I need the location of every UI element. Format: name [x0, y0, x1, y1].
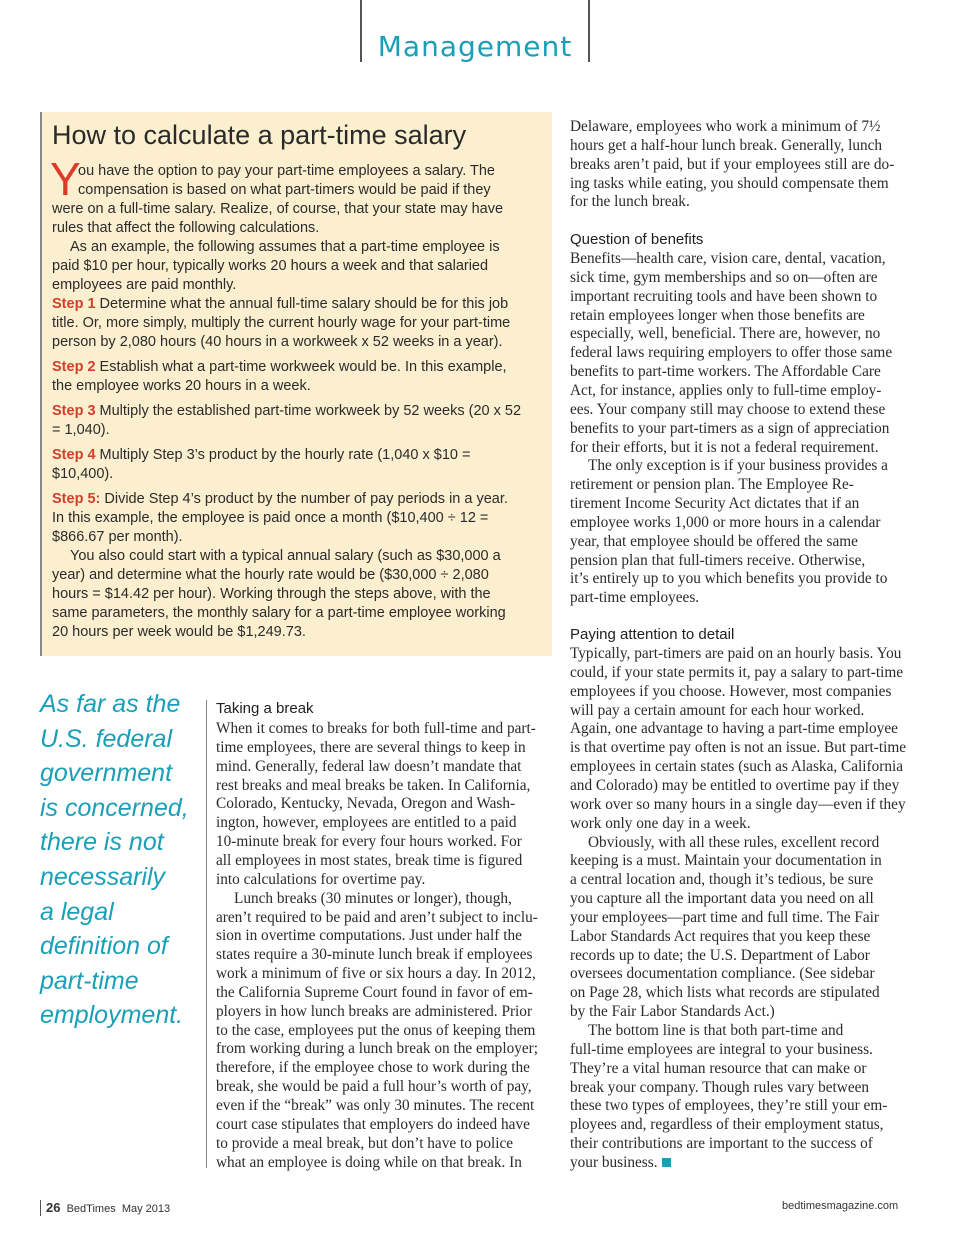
- body-text: benefits to your part-timers as a sign of appreciation: [570, 419, 890, 437]
- body-text: your business.: [570, 1153, 658, 1171]
- sidebar-line: [52, 257, 488, 276]
- pull-quote-line: there is not: [40, 828, 164, 857]
- body-text-line: [588, 833, 879, 852]
- body-text: breaks aren’t paid, but if your employees still are do-: [570, 155, 895, 173]
- body-text: ing tasks while eating, you should compensate them: [570, 174, 889, 192]
- sidebar-text: the employee works 20 hours in a week.: [52, 378, 311, 394]
- sidebar-text: As an example, the following assumes that a part-time employee is: [70, 239, 500, 255]
- body-text: part-time employees.: [570, 589, 700, 607]
- body-text: all employees in most states, break time is figured: [216, 851, 523, 869]
- sidebar-text: ou have the option to pay your part-time employees a salary. The: [78, 163, 495, 179]
- body-text: for their efforts, but it is not a federal requirement.: [570, 438, 879, 456]
- sidebar-text: Multiply the established part-time workweek by 52 weeks (20 x 52: [95, 403, 522, 419]
- sidebar-line: [52, 314, 510, 333]
- sidebar-text: compensation is based on what part-timers would be paid if they: [78, 182, 491, 198]
- body-text: Benefits—health care, vision care, dental, vacation,: [570, 250, 886, 267]
- body-text-line: [570, 757, 903, 776]
- body-text-line: [570, 343, 892, 362]
- body-text-line: [216, 1021, 535, 1040]
- sidebar-title: How to calculate a part-time salary: [52, 120, 467, 150]
- sidebar-line: [52, 528, 183, 547]
- body-text: Obviously, with all these rules, excellent record: [588, 833, 880, 851]
- body-text-line: [588, 456, 888, 475]
- body-text-line: [570, 381, 881, 400]
- sidebar-text: You also could start with a typical annual salary (such as $30,000 a: [70, 548, 501, 564]
- body-text-line: [216, 776, 530, 795]
- body-text: records up to date; the U.S. Department of Labor: [570, 946, 870, 964]
- sidebar-text: Determine what the annual full-time salary should be for this job: [95, 296, 509, 312]
- step-label: Step 4: [52, 447, 96, 463]
- body-text-line: [570, 1096, 887, 1115]
- body-text-line: [216, 1058, 530, 1077]
- step-label: Step 5:: [52, 491, 101, 507]
- body-text-line: [216, 1134, 513, 1153]
- issue-date: May 2013: [121, 1203, 171, 1215]
- body-text-line: [570, 701, 864, 720]
- sidebar-line: [52, 465, 113, 484]
- body-text-line: [216, 813, 517, 832]
- body-text: ees. Your company still may choose to extend these: [570, 400, 886, 418]
- body-text: is that overtime pay often is not an issue. But part-time: [570, 739, 907, 757]
- body-text-line: [570, 644, 901, 663]
- detail-heading: Paying attention to detail: [570, 626, 735, 643]
- body-text: what an employee is doing while on that break. In: [216, 1153, 522, 1171]
- body-text: hours get a half-hour lunch break. Generally, lunch: [570, 136, 883, 154]
- sidebar-text: same parameters, the monthly salary for a part-time employee working: [52, 605, 506, 621]
- body-text-line: [570, 324, 880, 343]
- body-text-line: [570, 795, 906, 814]
- body-text-line: [216, 757, 521, 776]
- sidebar-text: title. Or, more simply, multiply the current hourly wage for your part-time: [52, 315, 511, 331]
- body-text-line: [570, 551, 865, 570]
- sidebar-text: rules that affect the following calculations.: [52, 220, 320, 236]
- body-text: time employees, there are several things to keep in: [216, 738, 526, 756]
- body-text: Delaware, employees who work a minimum of 7½: [570, 118, 881, 135]
- body-text-line: [570, 419, 889, 438]
- body-text-line: [570, 1115, 884, 1134]
- body-text-line: [216, 832, 522, 851]
- body-text-line: [570, 438, 879, 457]
- sidebar-line: [52, 402, 521, 421]
- sidebar-line: [52, 566, 489, 585]
- body-text: will pay a certain amount for each hour worked.: [570, 701, 865, 719]
- page-number: 26: [46, 1200, 61, 1215]
- body-text-line: [570, 400, 885, 419]
- body-text-line: [216, 794, 515, 813]
- end-mark-icon: [662, 1158, 671, 1167]
- sidebar-line: [52, 276, 236, 295]
- body-text-line: [216, 908, 538, 927]
- body-text: Colorado, Kentucky, Nevada, Oregon and Wash-: [216, 795, 516, 813]
- body-text-line: [570, 870, 873, 889]
- body-text: these two types of employees, they’re still your em-: [570, 1097, 888, 1115]
- body-text: Labor Standards Act requires that you keep these: [570, 927, 871, 945]
- body-text: ington, however, employees are entitled to a paid: [216, 814, 517, 832]
- body-text: could, if your state permits it, pay a salary to part-time: [570, 663, 904, 681]
- body-text: The bottom line is that both part-time and: [588, 1022, 844, 1039]
- body-text: keeping is a must. Maintain your documentation in: [570, 852, 882, 870]
- body-text: therefore, if the employee chose to work during the: [216, 1059, 530, 1077]
- body-text-line: [570, 362, 881, 381]
- body-text-line: [216, 1096, 534, 1115]
- taking-a-break-heading: Taking a break: [216, 700, 314, 717]
- body-text-line: [234, 889, 512, 908]
- body-text: the California Supreme Court found in favor of em-: [216, 983, 533, 1001]
- sidebar-text: $866.67 per month).: [52, 529, 183, 545]
- sidebar-text: $10,400).: [52, 466, 114, 482]
- body-text-line: [570, 851, 882, 870]
- body-text: federal laws requiring employers to offer those same: [570, 344, 893, 362]
- body-text: rest breaks and meal breaks be taken. In California,: [216, 776, 531, 794]
- body-text: even if the “break” was only 30 minutes. The recent: [216, 1097, 535, 1114]
- body-text-line: [570, 268, 878, 287]
- body-text-line: [570, 494, 859, 513]
- sidebar-text: Multiply Step 3’s product by the hourly rate (1,040 x $10 =: [95, 447, 471, 463]
- body-text: to the case, employees put the onus of keeping them: [216, 1021, 536, 1039]
- step-label: Step 3: [52, 403, 96, 419]
- sidebar-text: In this example, the employee is paid once a month ($10,400 ÷ 12 =: [52, 510, 489, 526]
- body-text-line: [570, 136, 882, 155]
- sidebar-line: [78, 181, 491, 200]
- body-text-line: [216, 870, 425, 889]
- body-text-line: [570, 192, 690, 211]
- sidebar-text: were on a full-time salary. Realize, of course, that your state may have: [52, 201, 504, 217]
- body-text: a central location and, though it’s tedious, be sure: [570, 871, 874, 889]
- drop-cap: Y: [50, 153, 81, 205]
- body-text: The only exception is if your business provides a: [588, 457, 888, 475]
- body-text-line: [570, 475, 854, 494]
- body-text-line: [570, 908, 879, 927]
- body-text: break your company. Though rules vary between: [570, 1078, 870, 1096]
- pull-quote-line: a legal: [40, 897, 114, 926]
- section-title: Management: [377, 30, 573, 63]
- sidebar-line: [52, 421, 110, 440]
- sidebar-line: [52, 490, 508, 509]
- sidebar-line: [70, 547, 501, 566]
- body-text-line: [570, 155, 894, 174]
- column-divider: [206, 700, 207, 1168]
- body-text-line: [216, 738, 526, 757]
- pull-quote-line: U.S. federal: [40, 724, 173, 753]
- benefits-heading: Question of benefits: [570, 231, 704, 248]
- sidebar-line: [52, 377, 311, 396]
- sidebar-line: [52, 623, 306, 642]
- sidebar-text: year) and determine what the hourly rate would be ($30,000 ÷ 2,080: [52, 567, 489, 583]
- body-text-line: [570, 1134, 873, 1153]
- sidebar-text: Establish what a part-time workweek would be. In this example,: [95, 359, 507, 375]
- sidebar-line: [52, 295, 508, 314]
- body-text: sion in overtime computations. Just under half the: [216, 927, 522, 945]
- body-text: ployers in how lunch breaks are administered. Prior: [216, 1002, 533, 1020]
- sidebar-line: [52, 604, 506, 623]
- body-text: mind. Generally, federal law doesn’t mandate that: [216, 757, 522, 775]
- body-text-line: [570, 287, 877, 306]
- body-text: retain employees longer when those benefits are: [570, 306, 865, 324]
- pull-quote-line: is concerned,: [40, 793, 189, 822]
- body-text: Again, one advantage to having a part-time employee: [570, 720, 898, 738]
- body-text: Lunch breaks (30 minutes or longer), though,: [234, 889, 512, 907]
- body-text: by the Fair Labor Standards Act.): [570, 1003, 775, 1021]
- sidebar-text: Divide Step 4’s product by the number of pay periods in a year.: [100, 491, 508, 507]
- body-text-line: [570, 776, 899, 795]
- body-text-line: [570, 663, 903, 682]
- body-text-line: [570, 964, 875, 983]
- body-text: ployees and, regardless of their employment status,: [570, 1116, 884, 1134]
- body-text: on Page 28, which lists what records are stipulated: [570, 984, 880, 1002]
- body-text: into calculations for overtime pay.: [216, 870, 426, 888]
- body-text-line: [570, 306, 865, 325]
- magazine-name: BedTimes: [66, 1203, 116, 1215]
- footer-folio: [40, 1200, 170, 1216]
- body-text: pension plan that full-timers receive. Otherwise,: [570, 551, 866, 569]
- body-text-line: [570, 682, 891, 701]
- body-text-line: [570, 174, 889, 193]
- body-text-line: [570, 738, 906, 757]
- body-text-line: [216, 964, 536, 983]
- body-text: year, that employee should be offered the same: [570, 532, 858, 550]
- body-text-line: [570, 532, 858, 551]
- body-text-line: [570, 927, 870, 946]
- body-text: court case stipulates that employers do indeed have: [216, 1115, 530, 1133]
- body-text: 10-minute break for every four hours worked. For: [216, 833, 522, 851]
- sidebar-text: employees are paid monthly.: [52, 277, 237, 293]
- body-text-line: [570, 719, 898, 738]
- sidebar-text: 20 hours per week would be $1,249.73.: [52, 624, 306, 640]
- sidebar-line: [52, 358, 507, 377]
- body-text-line: [570, 1040, 873, 1059]
- body-text: retirement or pension plan. The Employee Re-: [570, 476, 854, 494]
- sidebar-box: [40, 112, 552, 656]
- sidebar-text: = 1,040).: [52, 422, 110, 438]
- sidebar-line: [52, 333, 503, 352]
- sidebar-line: [78, 162, 495, 181]
- body-text: especially, well, beneficial. There are, however, no: [570, 325, 881, 343]
- body-text: their contributions are important to the success of: [570, 1135, 873, 1153]
- body-text: for the lunch break.: [570, 193, 690, 211]
- body-text-line: [570, 814, 751, 833]
- footer-website: bedtimesmagazine.com: [782, 1200, 899, 1212]
- body-text-line: [216, 719, 536, 738]
- body-text-line: [570, 513, 881, 532]
- body-text: full-time employees are integral to your business.: [570, 1040, 873, 1058]
- pull-quote-line: employment.: [40, 1001, 184, 1030]
- body-text-line: [570, 569, 887, 588]
- body-text: your employees—part time and full time. The Fair: [570, 908, 879, 926]
- sidebar-line: [70, 238, 500, 257]
- body-text: aren’t required to be paid and aren’t subject to inclu-: [216, 908, 538, 926]
- sidebar-text: hours = $14.42 per hour). Working through the steps above, with the: [52, 586, 491, 602]
- body-text: They’re a vital human resource that can make or: [570, 1059, 867, 1077]
- body-text: work a minimum of five or six hours a day. In 2012,: [216, 965, 536, 983]
- pull-quote-line: As far as the: [40, 690, 181, 718]
- sidebar-text: paid $10 per hour, typically works 20 hours a week and that salaried: [52, 258, 489, 274]
- body-text: to provide a meal break, but don’t have to police: [216, 1134, 514, 1152]
- body-text: sick time, gym memberships and so on—often are: [570, 268, 878, 286]
- body-text-line: [216, 945, 532, 964]
- body-text: When it comes to breaks for both full-time and part-: [216, 720, 536, 737]
- body-text: important recruiting tools and have been shown to: [570, 287, 878, 305]
- body-text-line: [588, 1021, 843, 1040]
- sidebar-line: [52, 446, 470, 465]
- sidebar-text: person by 2,080 hours (40 hours in a workweek x 52 weeks in a year).: [52, 334, 503, 350]
- pull-quote-line: definition of: [40, 932, 168, 961]
- body-text-line: [216, 851, 522, 870]
- body-text-line: [216, 983, 533, 1002]
- sidebar-line: [52, 219, 319, 238]
- body-text: benefits to part-time workers. The Affordable Care: [570, 363, 881, 381]
- body-text: employees if you choose. However, most companies: [570, 682, 892, 700]
- step-label: Step 1: [52, 296, 96, 312]
- sidebar-line: [52, 200, 503, 219]
- body-text-line: [216, 1115, 530, 1134]
- body-text: work only one day in a week.: [570, 814, 751, 832]
- body-text-line: [570, 946, 870, 965]
- body-text: states require a 30-minute lunch break if employees: [216, 946, 533, 964]
- pull-quote-line: government: [40, 759, 173, 788]
- body-text: Typically, part-timers are paid on an hourly basis. You: [570, 645, 902, 662]
- sidebar-line: [52, 585, 491, 604]
- step-label: Step 2: [52, 359, 96, 375]
- body-text-line: [570, 889, 874, 908]
- body-text-line: [570, 1153, 671, 1172]
- body-text-line: [570, 983, 880, 1002]
- body-text: tirement Income Security Act dictates that if an: [570, 495, 860, 513]
- body-text: oversees documentation compliance. (See sidebar: [570, 965, 875, 983]
- body-text: employee works 1,000 or more hours in a calendar: [570, 513, 881, 531]
- body-text: work over so many hours in a single day—even if they: [570, 795, 906, 813]
- body-text-line: [216, 1039, 538, 1058]
- body-text-line: [216, 1153, 522, 1172]
- body-text-line: [570, 1078, 869, 1097]
- body-text: it’s entirely up to you which benefits you provide to: [570, 570, 888, 588]
- pull-quote-line: necessarily: [40, 863, 166, 891]
- body-text: you capture all the important data you need on all: [570, 890, 874, 908]
- sidebar-line: [52, 509, 488, 528]
- body-text-line: [570, 117, 881, 136]
- body-text: Act, for instance, applies only to full-time employ-: [570, 381, 882, 399]
- body-text-line: [570, 1002, 775, 1021]
- body-text-line: [216, 1077, 532, 1096]
- pull-quote-line: part-time: [40, 966, 139, 995]
- body-text: from working during a lunch break on the employer;: [216, 1040, 538, 1058]
- body-text: employees in certain states (such as Alaska, California: [570, 758, 904, 776]
- body-text-line: [216, 926, 522, 945]
- body-text-line: [570, 1059, 866, 1078]
- body-text-line: [570, 249, 886, 268]
- body-text: and Colorado) may be entitled to overtime pay if they: [570, 776, 900, 794]
- body-text-line: [216, 1002, 532, 1021]
- body-text: break, she would be paid a full hour’s worth of pay,: [216, 1078, 532, 1096]
- section-header: [360, 0, 590, 62]
- body-text-line: [570, 588, 699, 607]
